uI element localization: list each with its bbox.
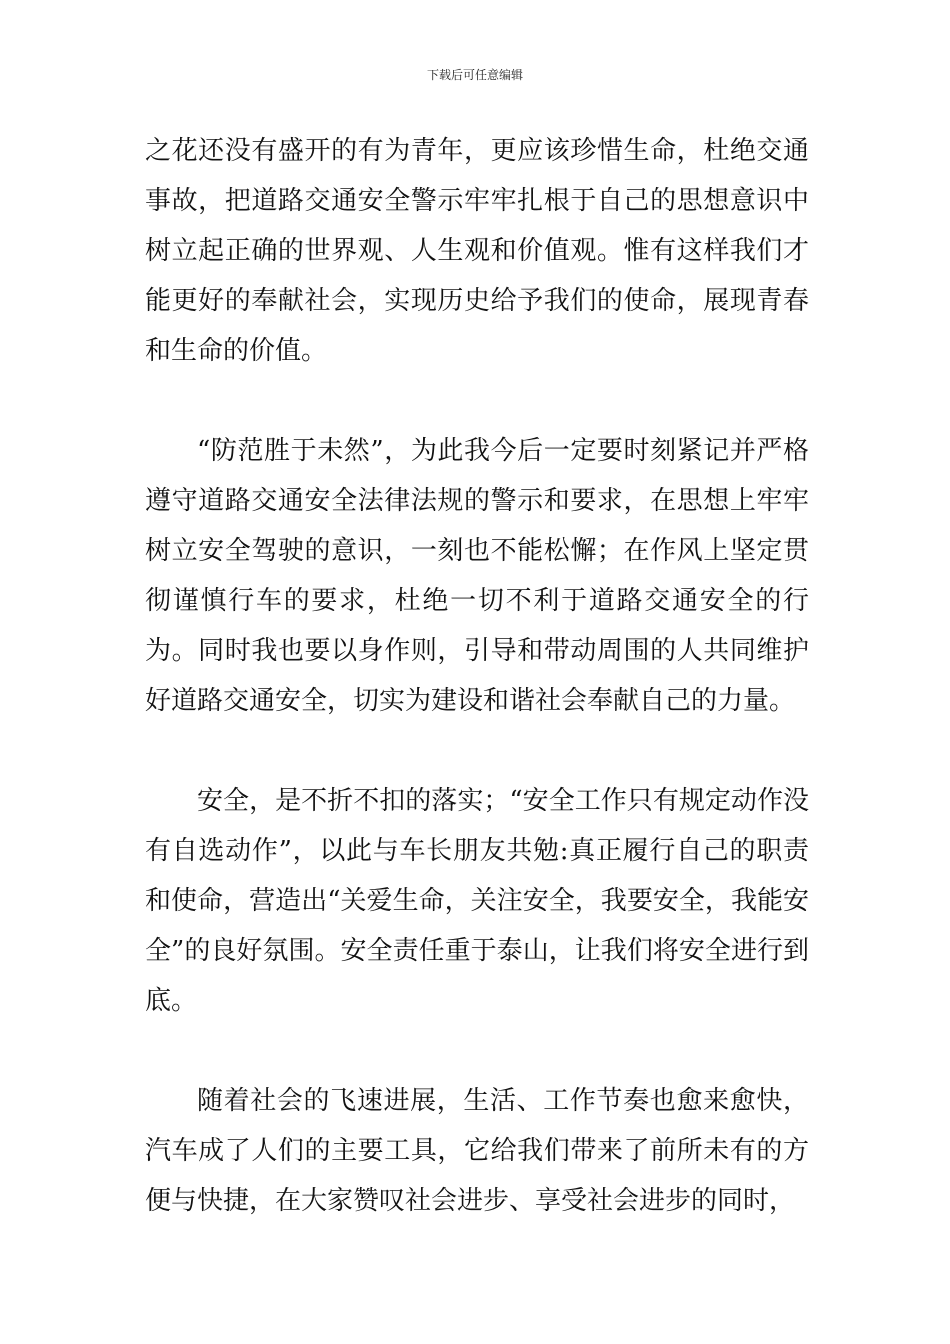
paragraph-3: 安全，是不折不扣的落实；“安全工作只有规定动作没有自选动作”，以此与车长朋友共勉:真正履行自己的职责和使命，营造出“关爱生命，关注安全，我要安全，我能安全”的良好氛围。安全责任重于泰山，让我们将安全进行到底。 [145,786,809,1016]
page-header: 下载后可任意编辑 [426,68,523,82]
document-body [145,126,809,1226]
paragraph-2: “防范胜于未然”，为此我今后一定要时刻紧记并严格遵守道路交通安全法律法规的警示和要求，在思想上牢牢树立安全驾驶的意识，一刻也不能松懈；在作风上坚定贯彻谨慎行车的要求，杜绝一切不利于道路交通安全的行为。同时我也要以身作则，引导和带动周围的人共同维护好道路交通安全，切实为建设和谐社会奉献自己的力量。 [145,436,809,716]
paragraph-1: 之花还没有盛开的有为青年，更应该珍惜生命，杜绝交通事故，把道路交通安全警示牢牢扎根于自己的思想意识中树立起正确的世界观、人生观和价值观。惟有这样我们才能更好的奉献社会，实现历史给予我们的使命，展现青春和生命的价值。 [145,136,809,366]
paragraph-4: 随着社会的飞速进展，生活、工作节奏也愈来愈快，汽车成了人们的主要工具，它给我们带来了前所未有的方便与快捷，在大家赞叹社会进步、享受社会进步的同时， [145,1086,809,1216]
